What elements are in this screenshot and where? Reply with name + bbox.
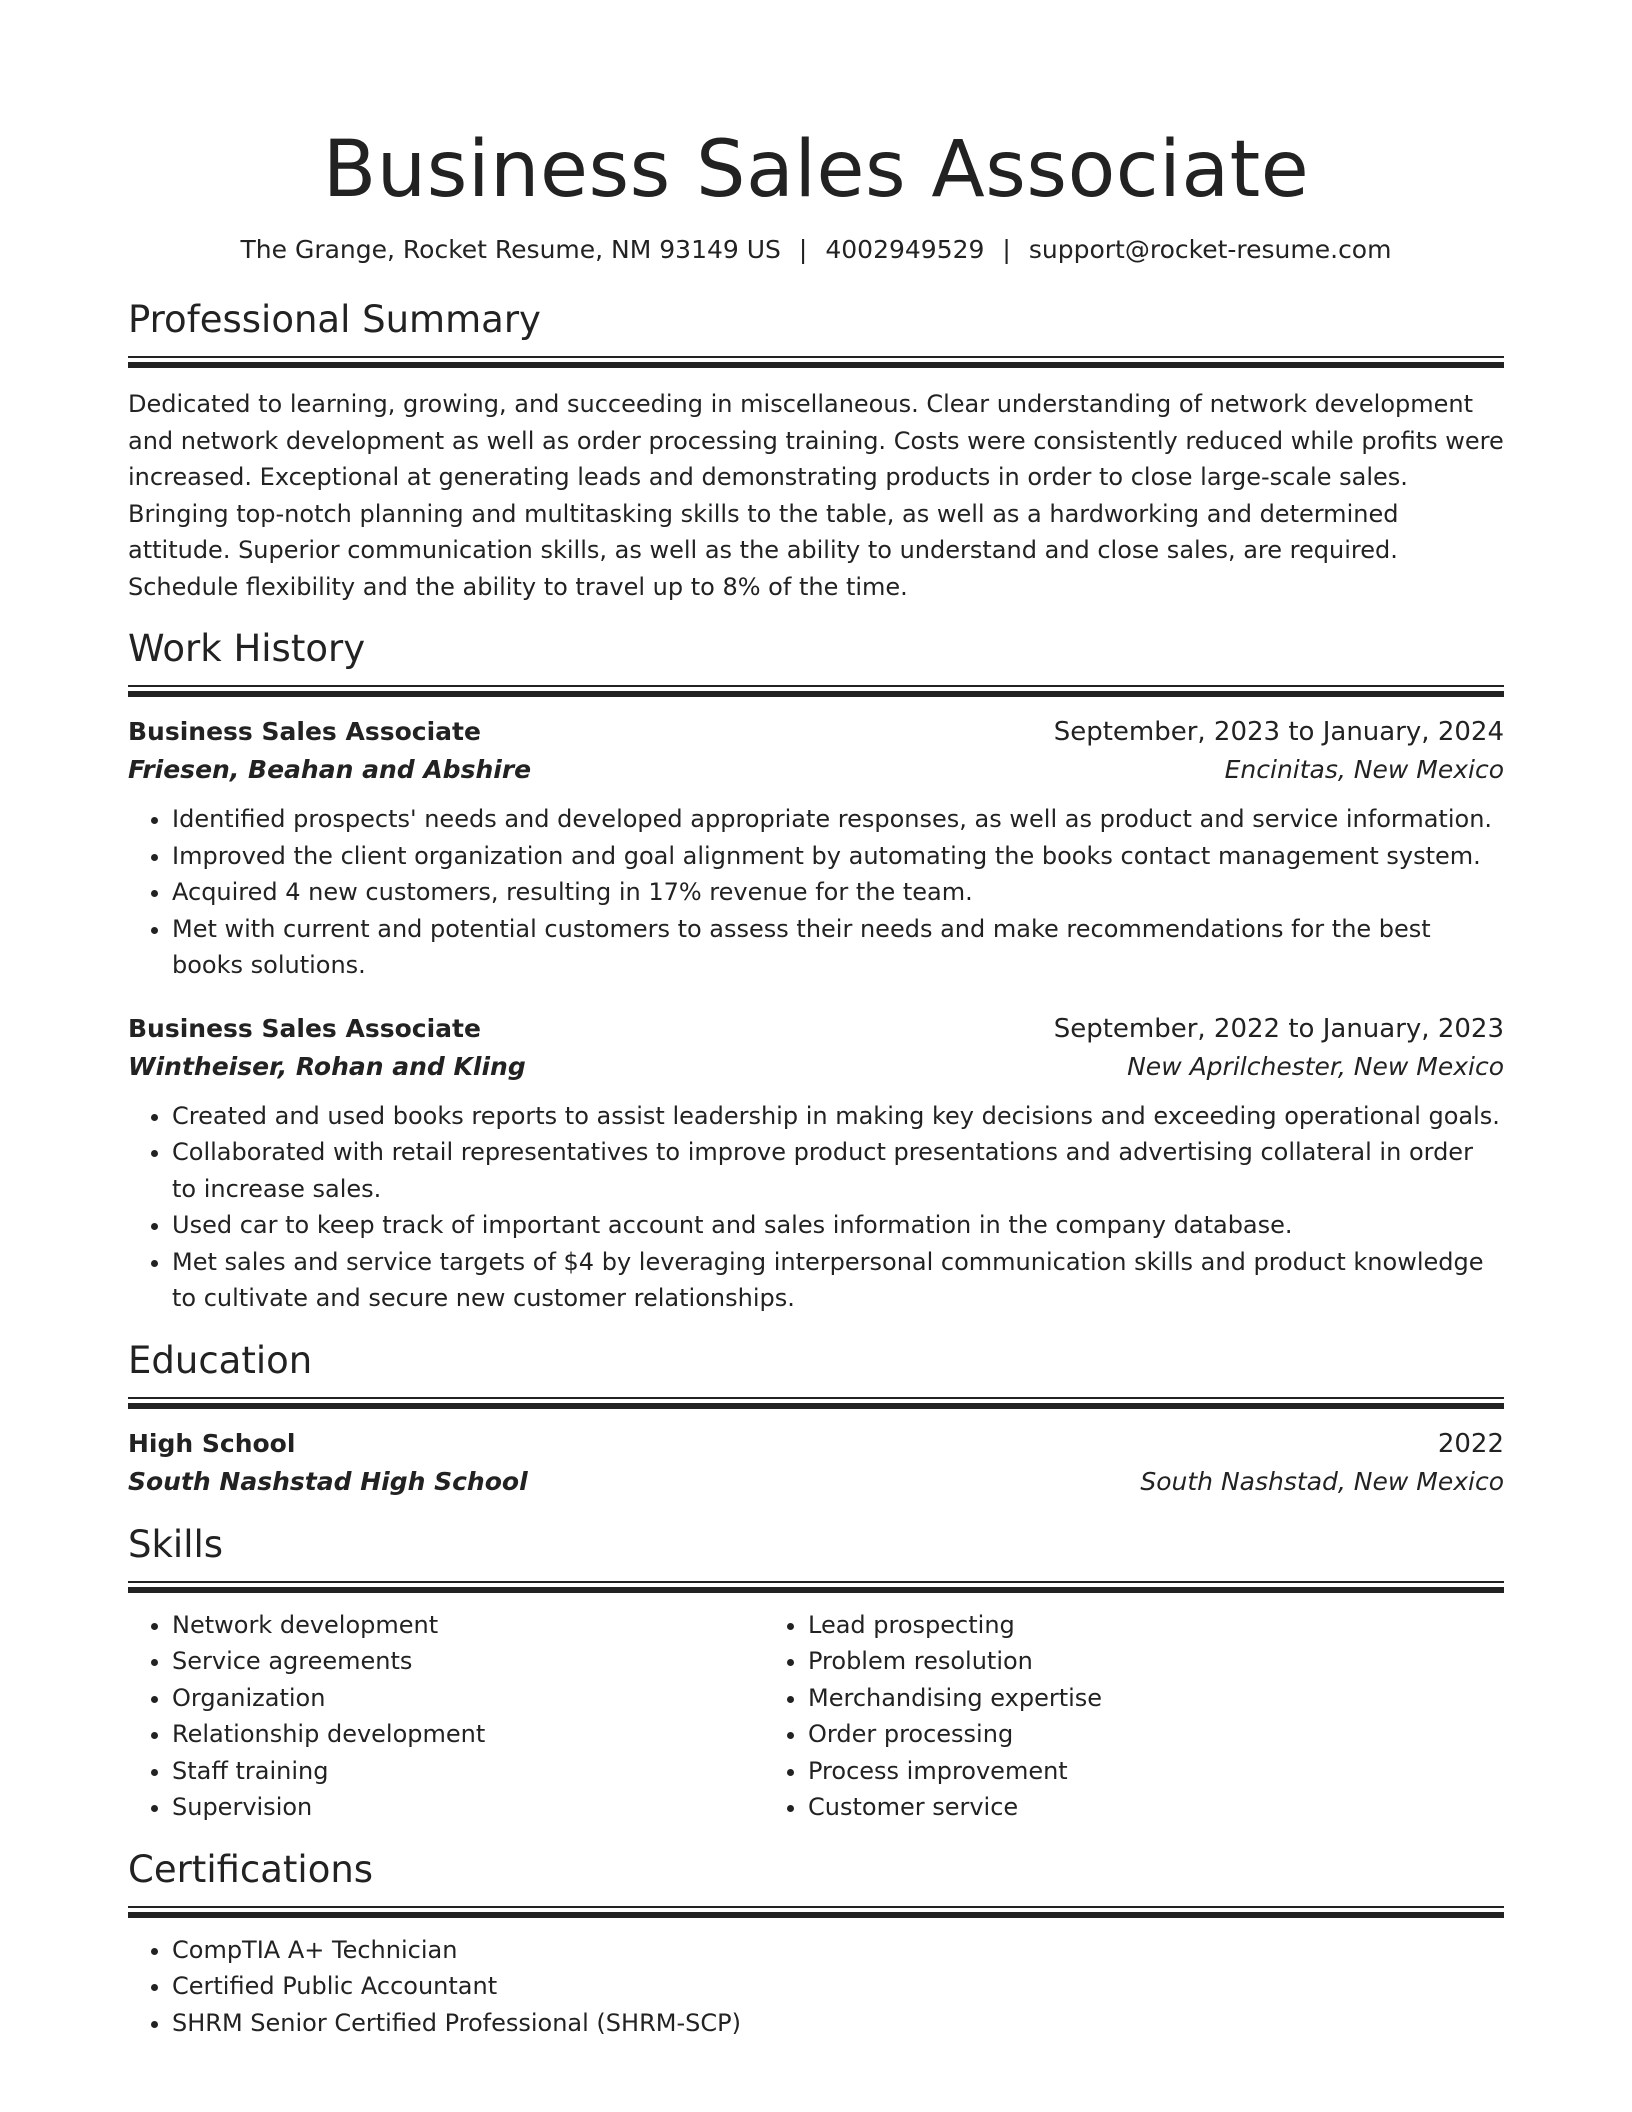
skills-list-right xyxy=(762,1607,1504,1826)
job-title: Business Sales Associate xyxy=(128,717,481,746)
summary-text: Dedicated to learning, growing, and succeeding in miscellaneous. Clear understanding of network development and network development as well as order processing training. Costs were consistently reduced while profits were increased. Exceptional at generating leads and demonstrating products in order to close large-scale sales. Bringing top-notch planning and multitasking skills to the table, as well as a hardworking and determined attitude. Superior communication skills, as well as the ability to understand and close sales, are required. Schedule flexibility and the ability to travel up to 8% of the time. xyxy=(128,390,1504,601)
section-title-certifications: Certifications xyxy=(128,1847,374,1891)
skill-item: • Lead prospecting xyxy=(808,1607,1504,1644)
work-history-section xyxy=(128,625,1504,1317)
job-location: Encinitas, New Mexico xyxy=(1224,755,1504,784)
job-bullet: • Used car to keep track of important account and sales information in the company database. xyxy=(172,1207,1504,1244)
certifications-section xyxy=(128,1846,1504,2042)
section-divider xyxy=(128,1581,1504,1593)
section-divider xyxy=(128,685,1504,697)
education-location: South Nashstad, New Mexico xyxy=(1140,1466,1504,1496)
skill-item: • Problem resolution xyxy=(808,1643,1504,1680)
job-location: New Aprilchester, New Mexico xyxy=(1127,1051,1504,1081)
skill-item: • Merchandising expertise xyxy=(808,1680,1504,1717)
certification-item: • SHRM Senior Certified Professional (SHRM-SCP) xyxy=(172,2005,1504,2042)
job-bullets xyxy=(128,801,1504,984)
contact-email: support@rocket-resume.com xyxy=(1028,235,1392,264)
skill-item: • Network development xyxy=(172,1607,762,1644)
job-employer: Wintheiser, Rohan and Kling xyxy=(128,1051,526,1081)
job-entry xyxy=(128,713,1504,984)
contact-address: The Grange, Rocket Resume, NM 93149 US xyxy=(240,235,781,264)
job-bullet: • Acquired 4 new customers, resulting in 17% revenue for the team. xyxy=(172,874,1504,911)
job-dates: September, 2023 to January, 2024 xyxy=(1053,717,1504,747)
section-title-skills: Skills xyxy=(128,1522,224,1566)
education-header-row xyxy=(128,1425,1504,1463)
job-header-row xyxy=(128,1010,1504,1048)
job-bullet: • Improved the client organization and goal alignment by automating the books contact management system. xyxy=(172,838,1504,875)
section-title-summary: Professional Summary xyxy=(128,298,541,341)
skill-item: • Supervision xyxy=(172,1789,762,1826)
job-title: Business Sales Associate xyxy=(128,1013,481,1043)
section-title-work-history: Work History xyxy=(128,627,366,670)
skill-item: • Order processing xyxy=(808,1716,1504,1753)
skills-list-left xyxy=(128,1607,762,1826)
job-bullet: • Created and used books reports to assist leadership in making key decisions and exceeding operational goals. xyxy=(172,1098,1504,1135)
education-section xyxy=(128,1337,1504,1501)
job-employer-row xyxy=(128,1048,1504,1086)
job-bullet: • Met with current and potential customers to assess their needs and make recommendations for the best books solutions. xyxy=(172,911,1504,984)
skills-columns xyxy=(128,1607,1504,1826)
job-bullets xyxy=(128,1098,1504,1317)
section-divider xyxy=(128,1397,1504,1409)
job-bullet: • Identified prospects' needs and developed appropriate responses, as well as product and service information. xyxy=(172,801,1504,838)
education-school: South Nashstad High School xyxy=(128,1466,528,1496)
job-header-row xyxy=(128,713,1504,751)
education-year: 2022 xyxy=(1437,1428,1504,1459)
contact-separator: | xyxy=(798,235,808,264)
certification-item: • CompTIA A+ Technician xyxy=(172,1932,1504,1969)
skill-item: • Service agreements xyxy=(172,1643,762,1680)
skill-item: • Staff training xyxy=(172,1753,762,1790)
resume-page xyxy=(128,0,1504,2041)
section-title-education: Education xyxy=(128,1338,313,1382)
education-school-row xyxy=(128,1463,1504,1501)
contact-separator: | xyxy=(1002,235,1011,264)
job-employer-row xyxy=(128,751,1504,789)
section-divider xyxy=(128,1906,1504,1918)
skill-item: • Organization xyxy=(172,1680,762,1717)
job-bullet: • Collaborated with retail representatives to improve product presentations and advertising collateral in order to increase sales. xyxy=(172,1134,1504,1207)
skills-section xyxy=(128,1521,1504,1826)
education-entry xyxy=(128,1425,1504,1501)
certifications-list xyxy=(128,1932,1504,2042)
job-dates: September, 2022 to January, 2023 xyxy=(1053,1013,1504,1044)
summary-section xyxy=(128,296,1504,605)
contact-line xyxy=(128,232,1504,268)
skill-item: • Process improvement xyxy=(808,1753,1504,1790)
job-employer: Friesen, Beahan and Abshire xyxy=(128,755,532,784)
skill-item: • Relationship development xyxy=(172,1716,762,1753)
job-entry xyxy=(128,1010,1504,1317)
contact-phone: 4002949529 xyxy=(825,235,985,264)
job-bullet: • Met sales and service targets of $4 by leveraging interpersonal communication skills and product knowledge to cultivate and secure new customer relationships. xyxy=(172,1244,1504,1317)
resume-name: Business Sales Associate xyxy=(322,125,1310,215)
certification-item: • Certified Public Accountant xyxy=(172,1968,1504,2005)
skill-item: • Customer service xyxy=(808,1789,1504,1826)
section-divider xyxy=(128,356,1504,368)
education-degree: High School xyxy=(128,1428,296,1458)
